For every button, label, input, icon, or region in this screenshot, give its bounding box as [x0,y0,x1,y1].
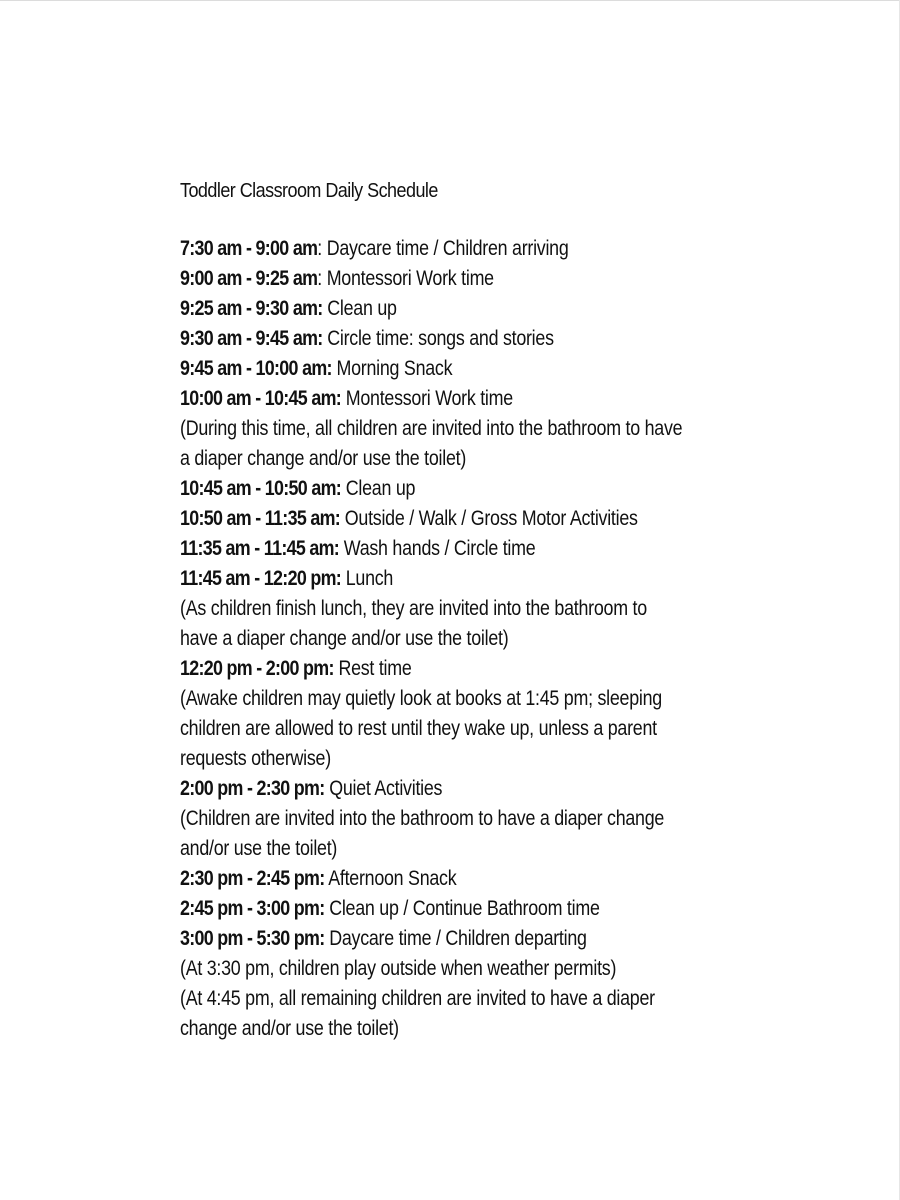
schedule-activity: Quiet Activities [329,777,443,800]
schedule-activity: Clean up [327,297,397,320]
schedule-note: and/or use the toilet) [180,837,338,860]
schedule-time: 11:45 am - 12:20 pm: [180,567,342,590]
schedule-time: 9:30 am - 9:45 am: [180,327,323,350]
schedule-time: 2:00 pm - 2:30 pm: [180,777,325,800]
schedule-time: 10:50 am - 11:35 am: [180,507,341,530]
schedule-entry [180,534,690,564]
schedule-entry [180,864,690,894]
schedule-note: (As children finish lunch, they are invited into the bathroom to [180,597,647,620]
schedule-time: 9:45 am - 10:00 am: [180,357,332,380]
schedule-note: (Awake children may quietly look at books at 1:45 pm; sleeping [180,687,662,710]
schedule-time: 3:00 pm - 5:30 pm: [180,927,325,950]
schedule-activity: Clean up / Continue Bathroom time [329,897,600,920]
schedule-entry [180,564,690,594]
schedule-entry [180,474,690,504]
schedule-activity: Daycare time / Children arriving [326,237,569,260]
schedule-separator: : [317,237,327,260]
schedule-entry [180,924,690,954]
schedule-entry [180,894,690,924]
schedule-note: change and/or use the toilet) [180,1017,399,1040]
schedule-note: a diaper change and/or use the toilet) [180,447,467,470]
schedule-activity: Lunch [345,567,394,590]
schedule-note: (At 3:30 pm, children play outside when weather permits) [180,957,617,980]
schedule-activity: Outside / Walk / Gross Motor Activities [344,507,638,530]
schedule-time: 10:00 am - 10:45 am: [180,387,342,410]
schedule-time: 9:25 am - 9:30 am: [180,297,323,320]
schedule-note: (At 4:45 pm, all remaining children are invited to have a diaper [180,987,655,1010]
schedule-entry [180,654,690,684]
schedule-time: 11:35 am - 11:45 am: [180,537,340,560]
schedule-time: 10:45 am - 10:50 am: [180,477,342,500]
page-edge-top [0,0,900,1]
schedule-note: (Children are invited into the bathroom to have a diaper change [180,807,665,830]
schedule-time: 12:20 pm - 2:00 pm: [180,657,334,680]
schedule-note: requests otherwise) [180,747,331,770]
schedule-entry [180,354,690,384]
schedule-entry [180,384,690,414]
schedule-entry [180,234,690,264]
schedule-activity: Clean up [345,477,416,500]
document-title: Toddler Classroom Daily Schedule [180,180,438,202]
schedule-list [180,234,780,1044]
schedule-activity: Rest time [338,657,412,680]
schedule-entry [180,264,690,294]
schedule-activity: Afternoon Snack [328,867,457,890]
schedule-entry [180,324,690,354]
schedule-entry [180,774,690,804]
schedule-activity: Wash hands / Circle time [343,537,536,560]
document-body [180,176,780,1044]
schedule-note: have a diaper change and/or use the toilet) [180,627,509,650]
schedule-time: 2:45 pm - 3:00 pm: [180,897,325,920]
schedule-time: 7:30 am - 9:00 am [180,237,318,260]
schedule-note: children are allowed to rest until they wake up, unless a parent [180,717,657,740]
schedule-note: (During this time, all children are invited into the bathroom to have [180,417,683,440]
schedule-time: 9:00 am - 9:25 am [180,267,318,290]
schedule-activity: Morning Snack [336,357,453,380]
schedule-activity: Montessori Work time [326,267,494,290]
schedule-entry [180,504,690,534]
schedule-entry [180,294,690,324]
schedule-time: 2:30 pm - 2:45 pm: [180,867,325,890]
schedule-separator: : [317,267,327,290]
schedule-activity: Montessori Work time [345,387,513,410]
schedule-activity: Circle time: songs and stories [327,327,554,350]
schedule-activity: Daycare time / Children departing [329,927,587,950]
